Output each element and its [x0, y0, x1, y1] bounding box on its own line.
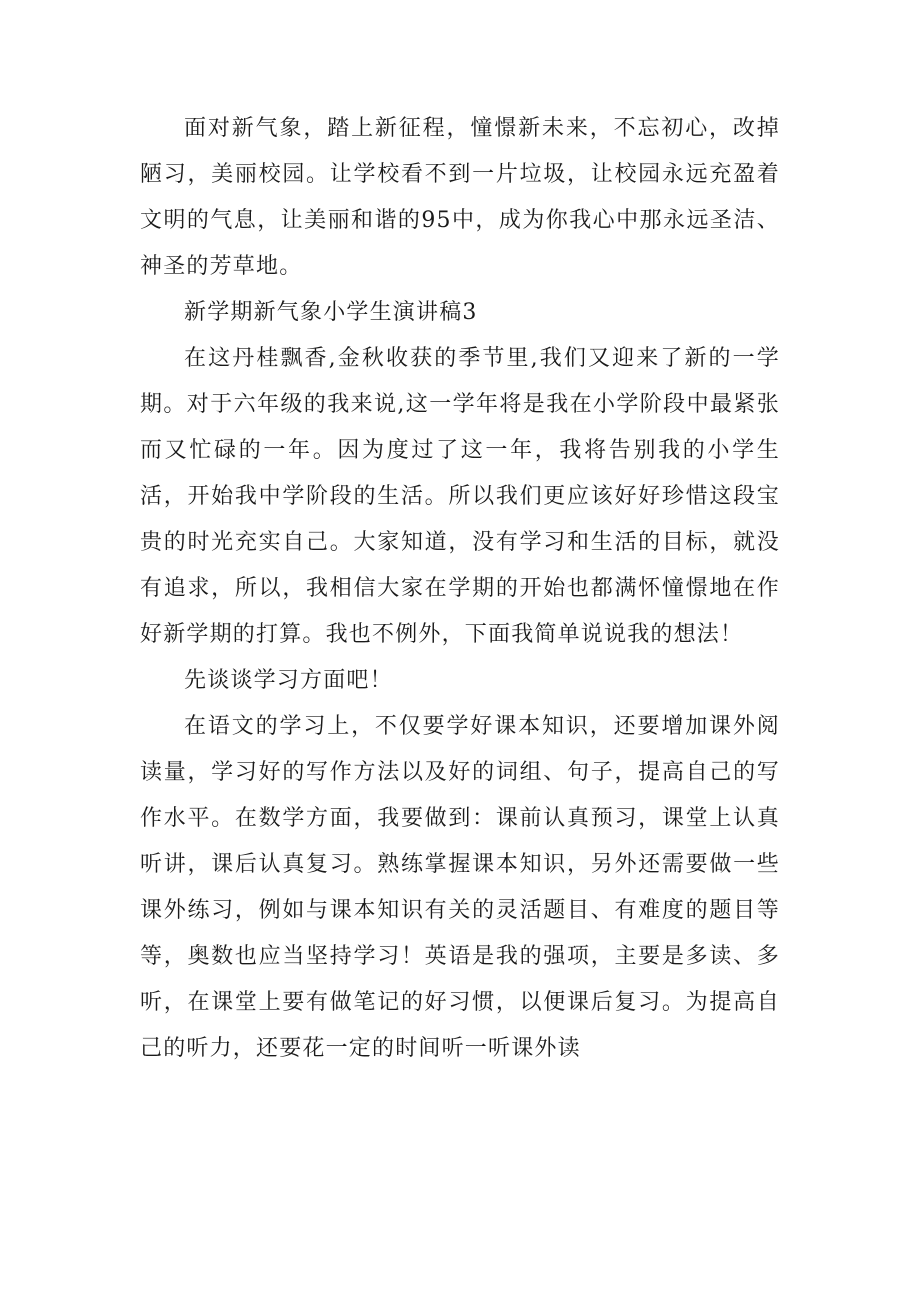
paragraph-study-plan: 在语文的学习上，不仅要学好课本知识，还要增加课外阅读量，学习好的写作方法以及好的词组、句子，提高自己的写作水平。在数学方面，我要做到：课前认真预习，课堂上认真听讲，课后认真复习。熟练掌握课本知识，另外还需要做一些课外练习，例如与课本知识有关的灵活题目、有难度的题目等等，奥数也应当坚持学习！英语是我的强项，主要是多读、多听，在课堂上要有做笔记的好习惯，以便课后复习。为提高自己的听力，还要花一定的时间听一听课外读 — [140, 714, 780, 1061]
paragraph-campus-closing: 面对新气象，踏上新征程，憧憬新未来，不忘初心，改掉陋习，美丽校园。让学校看不到一片垃圾，让校园永远充盈着文明的气息，让美丽和谐的95中，成为你我心中那永远圣洁、神圣的芳草地。 — [140, 116, 780, 279]
paragraph-new-semester: 在这丹桂飘香,金秋收获的季节里,我们又迎来了新的一学期。对于六年级的我来说,这一学年将是我在小学阶段中最紧张而又忙碌的一年。因为度过了这一年，我将告别我的小学生活，开始我中学阶段的生活。所以我们更应该好好珍惜这段宝贵的时光充实自己。大家知道，没有学习和生活的目标，就没有追求，所以，我相信大家在学期的开始也都满怀憧憬地在作好新学期的打算。我也不例外，下面我简单说说我的想法！ — [140, 346, 780, 647]
document-body — [140, 106, 780, 1072]
section-title: 新学期新气象小学生演讲稿3 — [184, 300, 478, 325]
paragraph-study-intro: 先谈谈学习方面吧！ — [184, 668, 393, 693]
